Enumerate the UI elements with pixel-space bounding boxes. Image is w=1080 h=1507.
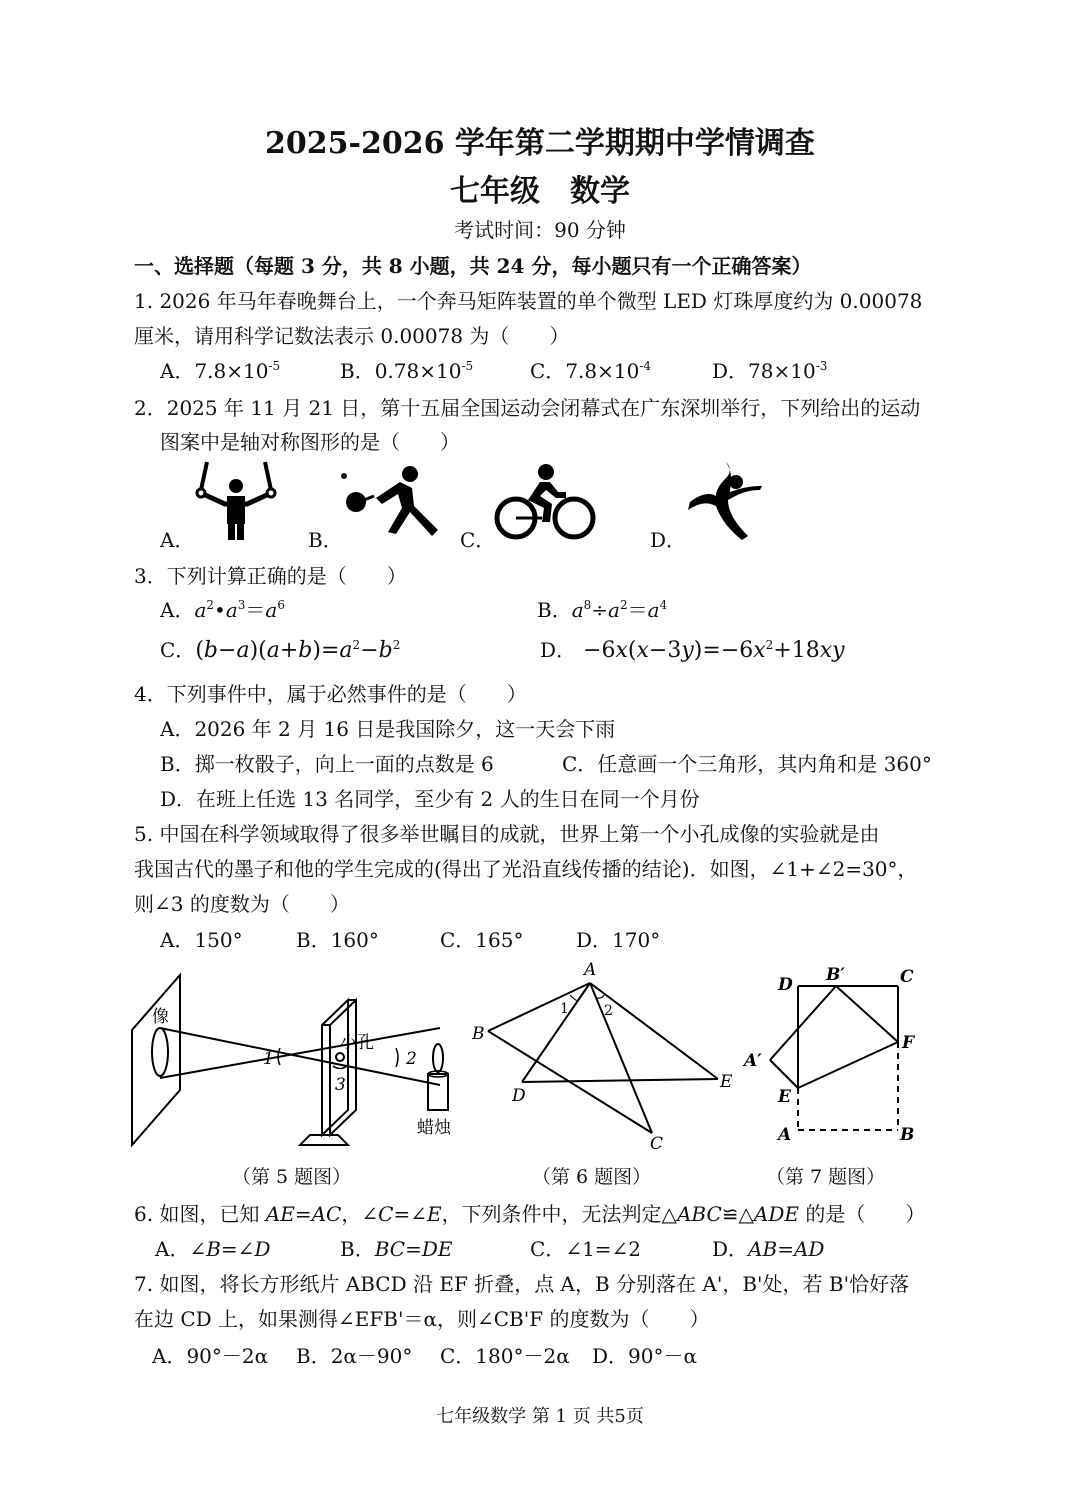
page-footer: 七年级数学 第 1 页 共5页 [436, 1406, 644, 1427]
q5-line2: 我国古代的墨子和他的学生完成的(得出了光沿直线传播的结论)．如图，∠1+∠2=30°， [134, 857, 918, 881]
table-tennis-icon [340, 462, 440, 542]
q1-line1: 1. 2026 年马年春晚舞台上，一个奔马矩阵装置的单个微型 LED 灯珠厚度约为 0.00078 [134, 289, 923, 313]
q1-option-c: C．$7.8\times 10^{-4}$ [530, 359, 652, 383]
fig6-label-b: B [472, 1024, 485, 1044]
q5-option-d: D．170° [576, 928, 661, 952]
cycling-icon [494, 462, 598, 542]
fig5-caption: （第 5 题图） [232, 1166, 352, 1188]
fig5-angle2: 2 [406, 1049, 417, 1069]
gymnastics-rings-icon [195, 460, 285, 540]
q5-option-c: C．165° [440, 928, 524, 952]
q6-option-b: B．BC=DE [340, 1237, 453, 1261]
q7-line2: 在边 CD 上，如果测得∠EFB'＝α，则∠CB'F 的度数为（ ） [134, 1307, 710, 1331]
q2-option-a-label: A． [160, 528, 195, 552]
q7-option-a: A．90°－2α [152, 1344, 269, 1368]
fig7-caption: （第 7 题图） [766, 1166, 886, 1188]
fig5-angle1: 1 [263, 1049, 274, 1069]
fig6-label-c: C [650, 1134, 664, 1154]
q6-stem: 6. 如图，已知 AE=AC，∠C=∠E，下列条件中，无法判定△ABC≌△ADE 的是（ ） [134, 1202, 926, 1226]
q5-line3: 则∠3 的度数为（ ） [134, 892, 350, 916]
q7-option-d: D．90°－α [592, 1344, 697, 1368]
q3-option-a: A．$a^2•a^3=a^6$ [160, 598, 285, 622]
q2-line2: 图案中是轴对称图形的是（ ） [160, 430, 460, 454]
section-heading: 一、选择题（每题 3 分，共 8 小题，共 24 分，每小题只有一个正确答案） [134, 254, 812, 278]
q5-option-b: B．160° [296, 928, 379, 952]
q4-option-b: B．掷一枚骰子，向上一面的点数是 6 [160, 752, 494, 776]
fig6-angle1: 1 [560, 1001, 569, 1017]
q2-line1: 2．2025 年 11 月 21 日，第十五届全国运动会闭幕式在广东深圳举行，下列给出的运动 [134, 396, 921, 420]
q3-option-b: B．$a^8\div a^2=a^4$ [537, 598, 668, 622]
page-subtitle: 七年级 数学 [450, 174, 630, 209]
exam-time: 考试时间：90 分钟 [454, 218, 626, 242]
q2-option-c-label: C． [460, 528, 496, 552]
fig7-label-b: B [900, 1125, 915, 1145]
q4-stem: 4．下列事件中，属于必然事件的是（ ） [134, 682, 527, 706]
q1-option-d: D．$78\times 10^{-3}$ [712, 359, 828, 383]
q7-option-c: C．180°－2α [440, 1344, 570, 1368]
fig7-label-f: F [902, 1033, 915, 1053]
q6-option-c: C．∠1=∠2 [530, 1237, 642, 1261]
fig6-angle2: 2 [604, 1003, 613, 1019]
figure-5-pinhole [130, 970, 460, 1150]
q3-stem: 3．下列计算正确的是（ ） [134, 564, 407, 588]
dancer-icon [686, 460, 766, 544]
figure-6-triangles [470, 955, 750, 1155]
figure-7-fold [740, 960, 930, 1160]
fig5-angle3: 3 [335, 1075, 346, 1095]
fig7-label-a: A [778, 1125, 792, 1145]
q7-option-b: B．2α－90° [296, 1344, 413, 1368]
fig5-label-hole: 小孔 [340, 1033, 374, 1053]
q2-option-d-label: D． [650, 528, 687, 552]
q7-line1: 7. 如图，将长方形纸片 ABCD 沿 EF 折叠，点 A，B 分别落在 A'，B'处，若 B'恰好落 [134, 1272, 910, 1296]
q5-line1: 5. 中国在科学领域取得了很多举世瞩目的成就，世界上第一个小孔成像的实验就是由 [134, 822, 880, 846]
fig7-label-d: D [778, 975, 793, 995]
q3-option-d: D． $-6x(x-3y)=-6x^2+18xy$ [540, 638, 845, 663]
fig6-label-e: E [720, 1072, 733, 1092]
fig6-label-d: D [512, 1086, 526, 1106]
q1-option-b: B．$0.78\times 10^{-5}$ [340, 359, 474, 383]
q6-option-a: A．∠B=∠D [155, 1237, 271, 1261]
fig7-label-b-prime: B′ [826, 965, 845, 985]
page-title: 2025-2026 学年第二学期期中学情调查 [265, 126, 815, 161]
fig7-label-e: E [778, 1087, 791, 1107]
q3-option-c: C．$(b-a)(a+b)=a^2-b^2$ [160, 638, 401, 663]
fig7-label-c: C [900, 967, 914, 987]
fig7-label-a-prime: A′ [744, 1051, 762, 1071]
fig6-caption: （第 6 题图） [532, 1166, 652, 1188]
q4-option-a: A．2026 年 2 月 16 日是我国除夕，这一天会下雨 [160, 717, 616, 741]
q1-line2: 厘米，请用科学记数法表示 0.00078 为（ ） [134, 324, 570, 348]
fig5-label-candle: 蜡烛 [417, 1118, 451, 1138]
fig6-label-a: A [584, 960, 597, 980]
q4-option-c: C．任意画一个三角形，其内角和是 360° [562, 752, 932, 776]
fig5-label-image: 像 [152, 1007, 169, 1027]
q5-option-a: A．150° [160, 928, 243, 952]
q1-option-a: A．$7.8\times 10^{-5}$ [160, 359, 281, 383]
q4-option-d: D．在班上任选 13 名同学，至少有 2 人的生日在同一个月份 [160, 787, 700, 811]
q2-option-b-label: B． [308, 528, 343, 552]
q6-option-d: D．AB=AD [712, 1237, 825, 1261]
